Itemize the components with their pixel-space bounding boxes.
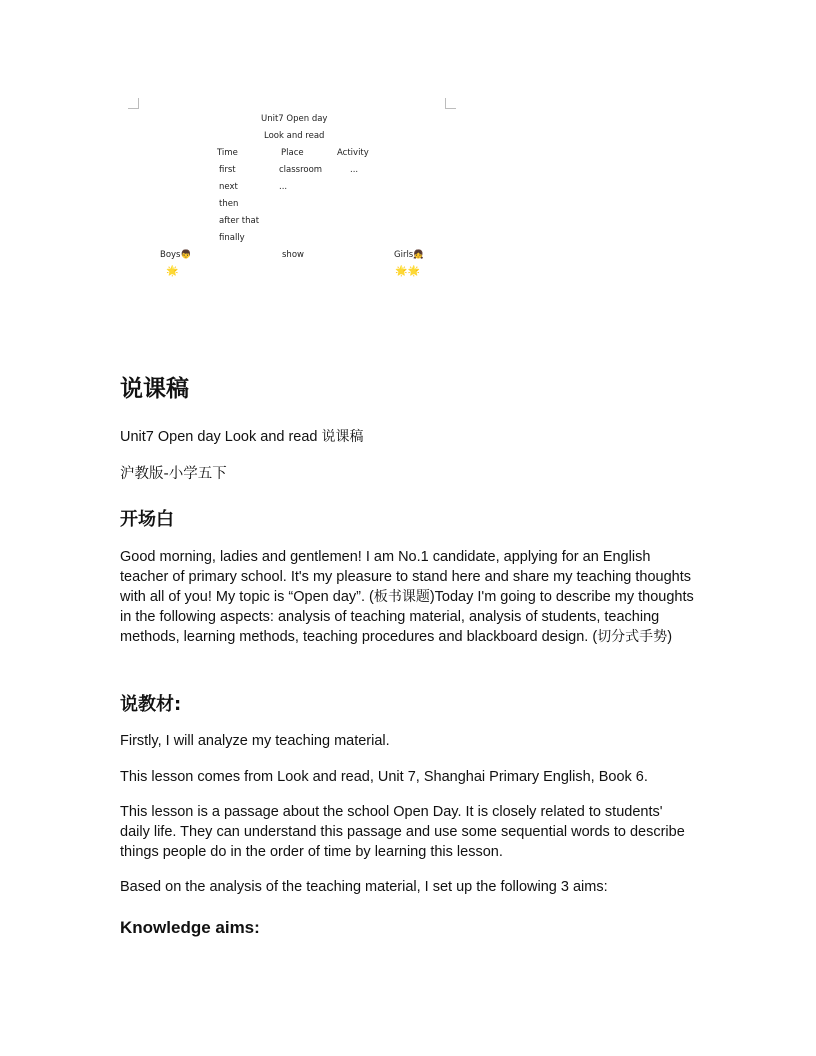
board-place-entry: ... xyxy=(279,182,288,192)
board-time-word: next xyxy=(219,182,238,192)
board-time-word: after that xyxy=(219,216,260,226)
board-show-label: show xyxy=(282,250,304,260)
board-girls-label: Girls👧 xyxy=(394,250,424,260)
material-paragraph-4: Based on the analysis of the teaching material, I set up the following 3 aims: xyxy=(120,879,608,895)
boys-star-icon: 🌟 xyxy=(166,266,179,277)
opening-text-3: ) xyxy=(667,629,673,645)
material-paragraph-1: Firstly, I will analyze my teaching material. xyxy=(120,733,390,749)
board-header-activity: Activity xyxy=(337,148,369,158)
board-subtitle: Look and read xyxy=(264,131,325,141)
girls-star-icon: 🌟🌟 xyxy=(395,266,420,277)
edition-line: 沪教版-小学五下 xyxy=(120,466,227,482)
opening-note-1: 板书课题 xyxy=(373,589,430,605)
board-title: Unit7 Open day xyxy=(261,114,328,124)
section-heading-knowledge-aims: Knowledge aims: xyxy=(120,918,260,937)
board-time-word: first xyxy=(219,165,236,175)
board-activity-entry: ... xyxy=(350,165,359,175)
crop-mark-top-left xyxy=(128,98,139,109)
opening-paragraph xyxy=(120,547,696,647)
material-paragraph-3: This lesson is a passage about the school Open Day. It is closely related to students' daily life. They can understand this passage and use some sequential words to describe things people do in the order of time by learning this lesson. xyxy=(120,804,685,860)
board-boys-label: Boys👦 xyxy=(160,250,192,260)
document-subtitle xyxy=(120,427,696,447)
opening-note-2: 切分式手势 xyxy=(597,629,668,645)
section-heading-material: 说教材: xyxy=(120,694,182,715)
board-place-entry: classroom xyxy=(279,165,323,175)
board-header-place: Place xyxy=(281,148,304,158)
opening-text-1: Good morning, ladies and gentlemen! I am No.1 candidate, applying for an English teacher of primary school. It's my pleasure to stand here and share my teaching thoughts with all of you! My topic is “Open day”. ( xyxy=(120,549,691,605)
blackboard-design xyxy=(128,98,456,288)
board-header-time: Time xyxy=(217,148,238,158)
section-heading-opening: 开场白 xyxy=(120,509,174,530)
opening-text-2: )Today I'm going to describe my thoughts in the following aspects: analysis of teaching material, analysis of students, teaching methods, learning methods, teaching procedures and blackboard design. ( xyxy=(120,589,694,645)
board-time-word: finally xyxy=(219,233,245,243)
board-time-word: then xyxy=(219,199,239,209)
subtitle-english: Unit7 Open day Look and read xyxy=(120,429,322,445)
subtitle-chinese: 说课稿 xyxy=(321,429,364,445)
crop-mark-top-right xyxy=(445,98,456,109)
material-paragraph-2: This lesson comes from Look and read, Unit 7, Shanghai Primary English, Book 6. xyxy=(120,769,648,785)
document-title: 说课稿 xyxy=(120,376,189,402)
